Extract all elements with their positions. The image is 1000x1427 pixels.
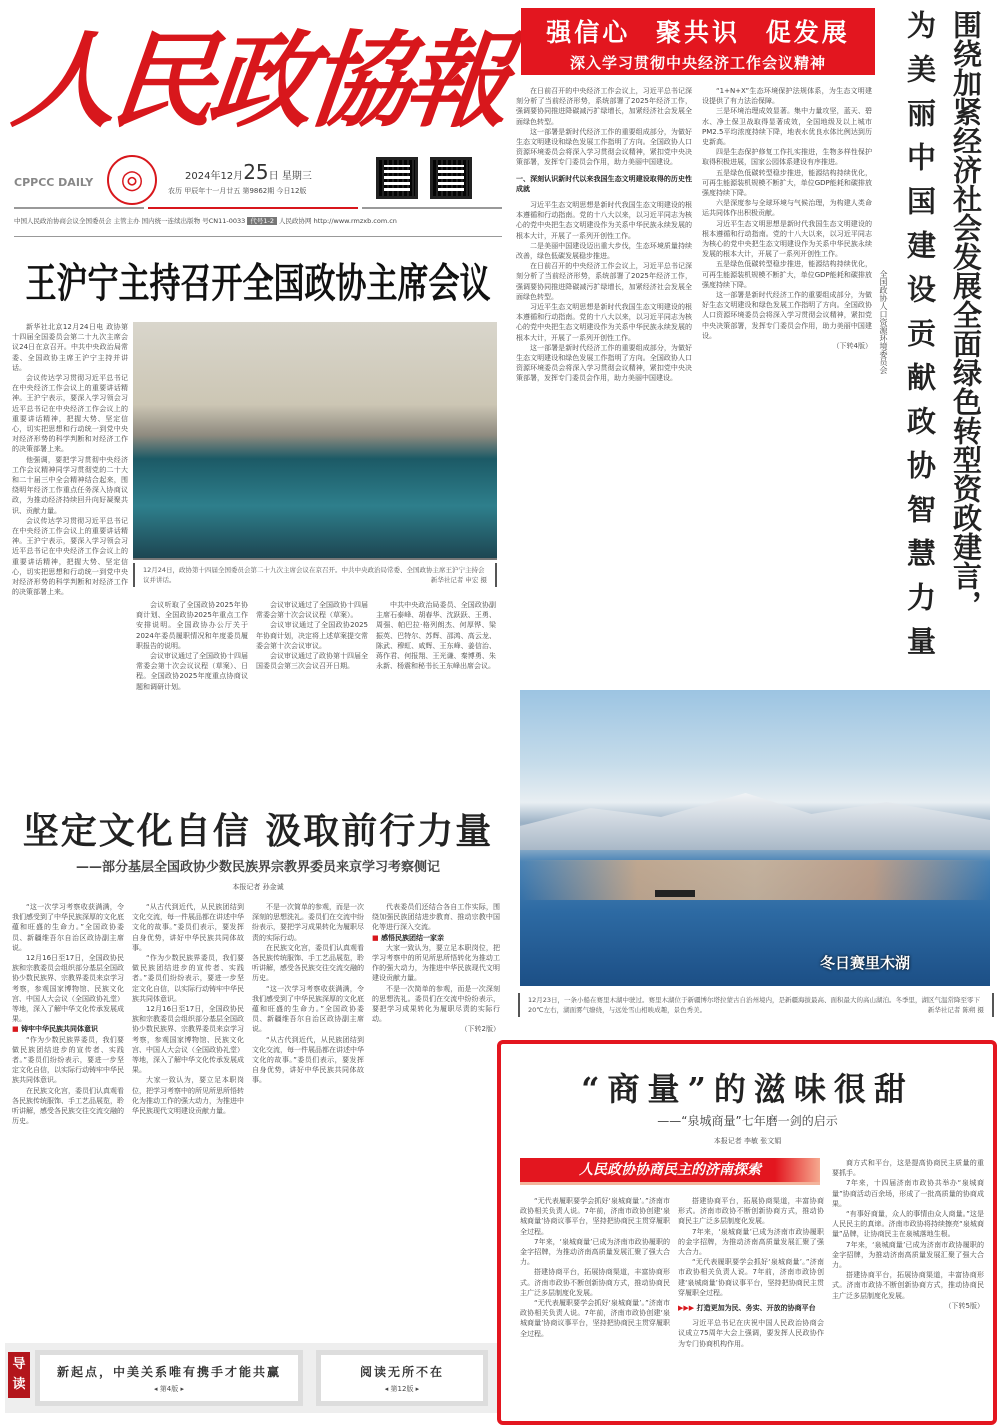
feature-column-1: [520, 1196, 670, 1418]
paragraph: 这一部署是新时代经济工作的重要组成部分，为做好生态文明建设和绿色发展工作指明了方向。全国政协人口资源环境委员会将深入学习贯彻会议精神，紧扣党中央决策部署，发挥专门委员会作用，助力美丽中国建设。: [516, 343, 692, 383]
page-number: 第12版: [390, 1385, 414, 1393]
website-text: 人民政协网 http://www.rmzxb.com.cn: [279, 217, 397, 225]
photo-credit: 新华社记者 陈朔 摄: [927, 1006, 984, 1014]
commentary-headline-2[interactable]: 为美丽中国建设贡献政协智慧力量: [903, 10, 937, 670]
feature-headline[interactable]: “商量”的滋味很甜: [581, 1070, 914, 1108]
paragraph: 会议审议通过了政协第十四届全国委员会第三次会议召开日期。: [256, 652, 368, 671]
paragraph: 7年来，十四届济南市政协共举办“泉城商量”协商活动百余场，形成了一批高质量的协商成果。: [832, 1179, 984, 1208]
feature-column-2: [678, 1196, 824, 1418]
section-heading-text: 铸牢中华民族共同体意识: [21, 1025, 99, 1034]
sayram-lake-photo[interactable]: [520, 690, 990, 986]
lake-photo-caption: [518, 993, 994, 1017]
date-day: 25: [243, 160, 269, 184]
divider: [14, 236, 502, 237]
paragraph: 这一部署是新时代经济工作的重要组成部分，为做好生态文明建设和绿色发展工作指明了方向。全国政协人口资源环境委员会将深入学习贯彻会议精神，紧扣党中央决策部署，发挥专门委员会作用，助力美丽中国建设。: [702, 291, 872, 340]
postal-code-tag: 代号1-2: [247, 217, 277, 225]
continued-note: （下转2版）: [460, 1025, 500, 1034]
divider: [14, 207, 144, 209]
paragraph: “无代表履职要学会抓好‘泉城商量’。”济南市政协相关负责人说。7年前，济南市政协创建‘泉城商量’协商议事平台，坚持把协商民主贯穿履职全过程。: [678, 1258, 824, 1297]
commentary-author: 全国政协人口资源环境委员会: [879, 270, 888, 374]
paragraph: 大家一致认为，要立足本职岗位，把学习考察中的所见所思所悟转化为推动工作的强大动力，为推进中华民族现代文明建设贡献力量。: [132, 1076, 244, 1116]
commentary-headline-1[interactable]: 围绕加紧经济社会发展全面绿色转型资政建言，: [949, 10, 983, 619]
paragraph: 12月16日至17日，全国政协民族和宗教委员会组织部分基层全国政协少数民族界、宗教界委员来京学习考察，参观国家博物馆、民族文化宫、中国人大会议（全国政协礼堂）等地，深入了解中华文化传承发展成果。: [132, 1005, 244, 1075]
lead-column-1: [12, 322, 128, 800]
paragraph: 在日前召开的中央经济工作会议上，习近平总书记深刻分析了当前经济形势，系统部署了2025年经济工作，强调要协同推进降碳减污扩绿增长，加紧经济社会发展全面绿色转型。: [516, 87, 692, 126]
paragraph: “1+N+X”生态环境保护法规体系，为生态文明建设提供了有力法治保障。: [702, 87, 872, 106]
paragraph: “作为少数民族界委员，我们要做民族团结进步的宣传者、实践者。”委员们纷纷表示，要进一步坚定文化自信，以实际行动铸牢中华民族共同体意识。: [132, 954, 244, 1003]
guide-item[interactable]: [35, 1350, 303, 1406]
feature-column-3: [832, 1158, 984, 1418]
paragraph: 商方式和平台，这是提高协商民主质量的重要抓手。: [832, 1159, 984, 1178]
guide-item[interactable]: [316, 1350, 488, 1406]
caption-text: 12月23日，一条小船在赛里木湖中驶过。赛里木湖位于新疆博尔塔拉蒙古自治州境内，是新疆海拔最高、面积最大的高山湖泊。冬季里，湖区气温常降至零下20℃左右，湖面雾气缭绕，与远处雪山相映成趣，景色秀美。: [528, 996, 981, 1014]
feature-subtitle: ——“泉城商量”七年磨一剑的启示: [657, 1114, 838, 1128]
paragraph: “有事好商量，众人的事情由众人商量。”这是人民民主的真谛。济南市政协将持续擦亮“泉城商量”品牌，让协商民主在泉城落地生根。: [832, 1210, 984, 1239]
byline: 本报记者 孙金诚: [232, 883, 284, 891]
paragraph: 这一部署是新时代经济工作的重要组成部分，为做好生态文明建设和绿色发展工作指明了方向。全国政协人口资源环境委员会将深入学习贯彻会议精神，紧扣党中央决策部署，发挥专门委员会作用，助力美丽中国建设。: [516, 127, 692, 167]
masthead-logo: 人民政協報: [7, 19, 511, 142]
divider: [148, 207, 358, 209]
date-prefix: 2024年12月: [185, 171, 244, 182]
divider: [362, 207, 502, 209]
paragraph: 搭建协商平台，拓展协商渠道，丰富协商形式。济南市政协不断创新协商方式，推动协商民主广泛多层制度化发展。: [520, 1268, 670, 1297]
paragraph: 会议传达学习贯彻习近平总书记在中央经济工作会议上的重要讲话精神。王沪宁表示，要深入学习领会习近平总书记在中央经济工作会议上的重要讲话精神，把握大势、坚定信心，切实把思想和行动统一到党中央对经济形势的科学判断和对经济工作的决策部署上来。: [12, 516, 128, 597]
paragraph: “这一次学习考察收获满满，令我们感受到了中华民族深厚的文化底蕴和旺盛的生命力。”全国政协委员、新疆维吾尔自治区政协副主席说。: [12, 903, 124, 952]
culture-column-1: [12, 902, 124, 1322]
paragraph: “这一次学习考察收获满满，令我们感受到了中华民族深厚的文化底蕴和旺盛的生命力。”全国政协委员、新疆维吾尔自治区政协副主席说。: [252, 984, 364, 1034]
lead-column-3: [256, 600, 368, 800]
section-heading: ■ 感悟民族团结一家亲: [372, 933, 445, 942]
caption-text: 12月24日，政协第十四届全国委员会第二十九次主席会议在京召开。中共中央政治局常委、全国政协主席王沪宁主持会议并讲话。: [143, 566, 485, 584]
section-heading: ▶▶▶ 打造更加为民、务实、开放的协商平台: [678, 1304, 816, 1313]
paragraph: 在民族文化宫，委员们认真观看各民族传统服饰、手工艺品展览，聆听讲解，感受各民族交往交流交融的历史。: [252, 943, 364, 983]
banner-title: 强信心 聚共识 促发展: [546, 18, 850, 47]
paragraph: “无代表履职要学会抓好‘泉城商量’。”济南市政协相关负责人说。7年前，济南市政协创建‘泉城商量’协商议事平台，坚持把协商民主贯穿履职全过程。: [520, 1197, 670, 1236]
lead-photo-caption: [133, 563, 497, 587]
section-heading-text: 感悟民族团结一家亲: [381, 933, 445, 942]
paragraph: 习近平生态文明思想是新时代我国生态文明建设的根本遵循和行动指南。党的十八大以来，以习近平同志为核心的党中央把生态文明建设作为关系中华民族永续发展的根本大计，开展了一系列开创性工作。: [516, 303, 692, 342]
paragraph: 五是绿色低碳转型稳步推进，能源结构持续优化，可再生能源装机规模不断扩大，单位GDP能耗和碳排放强度持续下降。: [702, 260, 872, 289]
publisher-text: 中国人民政治协商会议全国委员会 主管主办 国内统一连续出版物 号CN11-0033: [14, 217, 246, 225]
feature-section-bar: 人民政协协商民主的济南探索: [520, 1158, 820, 1185]
paragraph: 三是环境治理成效显著。集中力量攻坚，蓝天、碧水、净土保卫战取得显著成效，全国地级及以上城市PM2.5平均浓度持续下降，地表水优良水体比例达到历史新高。: [702, 107, 872, 147]
paragraph: “作为少数民族界委员，我们要做民族团结进步的宣传者、实践者。”委员们纷纷表示，要进一步坚定文化自信，以实际行动铸牢中华民族共同体意识。: [12, 1035, 124, 1085]
paragraph: “从古代到近代，从民族团结到文化交流，每一件展品都在讲述中华文化的故事。”委员们表示，要发挥自身优势，讲好中华民族共同体故事。: [252, 1035, 364, 1085]
cppcc-emblem-icon: ◎: [107, 155, 157, 205]
continued-note: （下转5版）: [944, 1301, 984, 1310]
culture-column-3: [252, 902, 364, 1322]
paragraph: 二是美丽中国建设迈出重大步伐，生态环境质量持续改善，绿色低碳发展稳步推进。: [516, 241, 692, 261]
continued-note: （下转4版）: [832, 342, 872, 351]
page-number: 第4版: [159, 1385, 179, 1393]
byline: 本报记者 李敏 张文娟: [713, 1137, 782, 1145]
lead-column-4: [376, 600, 496, 800]
paragraph: 搭建协商平台，拓展协商渠道，丰富协商形式。济南市政协不断创新协商方式，推动协商民主广泛多层制度化发展。: [678, 1197, 824, 1226]
issue-info: 农历 甲辰年十一月廿五 第9862期 今日12版: [168, 187, 307, 195]
paragraph: 不是一次简单的参观，而是一次深刻的思想洗礼。委员们在交流中纷纷表示，要把学习成果转化为履职尽责的实际行动。: [252, 903, 364, 942]
culture-headline[interactable]: 坚定文化自信 汲取前行力量: [22, 810, 494, 852]
paragraph: 习近平总书记在庆祝中国人民政治协商会议成立75周年大会上强调，要发挥人民政协作为专门协商机构作用。: [678, 1319, 824, 1348]
paragraph: 五是绿色低碳转型稳步推进，能源结构持续优化，可再生能源装机规模不断扩大，单位GDP能耗和碳排放强度持续下降。: [702, 168, 872, 198]
section-heading: ■ 铸牢中华民族共同体意识: [12, 1025, 99, 1034]
paragraph: 会议审议通过了全国政协十四届常委会第十次会议议程（草案）。: [256, 601, 368, 620]
paragraph: 在日前召开的中央经济工作会议上，习近平总书记深刻分析了当前经济形势，系统部署了2025年经济工作，强调要协同推进降碳减污扩绿增长，加紧经济社会发展全面绿色转型。: [516, 262, 692, 301]
culture-column-2: [132, 902, 244, 1322]
paragraph: 会议传达学习贯彻习近平总书记在中央经济工作会议上的重要讲话精神。王沪宁表示，要深入学习领会习近平总书记在中央经济工作会议上的重要讲话精神，把握大势、坚定信心，切实把思想和行动统一到党中央对经济形势的科学判断和对经济工作的决策部署上来。: [12, 374, 128, 454]
paragraph: 会议听取了全国政协2025年协商计划、全国政协2025年重点工作安排说明。全国政协办公厅关于2024年委员履职情况和年度委员履职报告的说明。: [136, 601, 248, 650]
masthead-english: CPPCC DAILY: [14, 176, 94, 189]
paragraph: 代表委员们还结合各自工作实际，围绕加强民族团结进步教育、推动宗教中国化等进行深入交流。: [372, 903, 500, 932]
guide-page: ◂ 第12版 ▸: [384, 1385, 420, 1393]
photo-credit: 新华社记者 申宏 摄: [430, 576, 487, 584]
paragraph: 六是深度参与全球环境与气候治理，为构建人类命运共同体作出积极贡献。: [702, 199, 872, 218]
publication-info: [14, 216, 502, 225]
issue-date: [185, 160, 312, 184]
guide-title: 新起点，中美关系唯有携手才能共赢: [56, 1365, 281, 1379]
paragraph: 12月16日至17日，全国政协民族和宗教委员会组织部分基层全国政协少数民族界、宗教界委员来京学习考察，参观国家博物馆、民族文化宫、中国人大会议（全国政协礼堂）等地，深入了解中华文化传承发展成果。: [12, 954, 124, 1024]
paragraph: “无代表履职要学会抓好‘泉城商量’。”济南市政协相关负责人说。7年前，济南市政协创建‘泉城商量’协商议事平台，坚持把协商民主贯穿履职全过程。: [520, 1299, 670, 1338]
paragraph: 搭建协商平台，拓展协商渠道，丰富协商形式。济南市政协不断创新协商方式，推动协商民主广泛多层制度化发展。: [832, 1271, 984, 1300]
photo-title: 冬日赛里木湖: [820, 954, 911, 972]
boat-shape: [655, 890, 695, 897]
section-heading: 一、深刻认识新时代以来我国生态文明建设取得的历史性成就: [516, 174, 692, 193]
guide-label: 导读: [8, 1352, 30, 1398]
meeting-photo[interactable]: [133, 322, 497, 560]
paragraph: 大家一致认为，要立足本职岗位，把学习考察中的所见所思所悟转化为推动工作的强大动力，为推进中华民族现代文明建设贡献力量。: [372, 943, 500, 983]
guide-page: ◂ 第4版 ▸: [154, 1385, 184, 1393]
paragraph: 习近平生态文明思想是新时代我国生态文明建设的根本遵循和行动指南。党的十八大以来，以习近平同志为核心的党中央把生态文明建设作为关系中华民族永续发展的根本大计，开展了一系列开创性工作。: [516, 201, 692, 240]
paragraph: 不是一次简单的参观，而是一次深刻的思想洗礼。委员们在交流中纷纷表示，要把学习成果转化为履职尽责的实际行动。: [372, 984, 500, 1024]
paragraph: 新华社北京12月24日电 政协第十四届全国委员会第二十九次主席会议24日在京召开。中共中央政治局常委、全国政协主席王沪宁主持并讲话。: [12, 323, 128, 372]
section-heading-text: 打造更加为民、务实、开放的协商平台: [696, 1304, 816, 1313]
paragraph: 中共中央政治局委员、全国政协副主席石泰峰、胡春华、沈跃跃、王勇、周强、帕巴拉·格列朗杰、何厚铧、梁振英、巴特尔、苏辉、邵鸿、高云龙、陈武、穆虹、咸辉、王东峰、姜信治、蒋作君、何报翔、王光谦、秦博勇、朱永新、杨震和秘书长王东峰出席会议。: [376, 601, 496, 671]
banner-subtitle: 深入学习贯彻中央经济工作会议精神: [569, 54, 826, 72]
paragraph: 他强调，要把学习贯彻中央经济工作会议精神同学习贯彻党的二十大和二十届三中全会精神结合起来，围绕明年经济工作重点任务深入协商议政，为推动经济持续回升向好凝聚共识、贡献力量。: [12, 455, 128, 515]
date-suffix: 日 星期三: [268, 171, 312, 182]
culture-column-4: [372, 902, 500, 1322]
right-column-2: [702, 86, 872, 670]
qr-code-icon[interactable]: [376, 157, 418, 199]
paragraph: “从古代到近代，从民族团结到文化交流，每一件展品都在讲述中华文化的故事。”委员们表示，要发挥自身优势，讲好中华民族共同体故事。: [132, 903, 244, 952]
paragraph: 7年来，‘泉城商量’已成为济南市政协履职的金字招牌，为推动济南高质量发展汇聚了强大合力。: [520, 1237, 670, 1267]
guide-title: 阅读无所不在: [359, 1365, 444, 1379]
paragraph: 在民族文化宫，委员们认真观看各民族传统服饰、手工艺品展览，聆听讲解，感受各民族交往交流交融的历史。: [12, 1086, 124, 1126]
paragraph: 会议审议通过了全国政协2025年协商计划，决定将上述草案提交常委会第十次会议审议。: [256, 621, 368, 650]
lead-headline[interactable]: 王沪宁主持召开全国政协主席会议: [25, 260, 491, 308]
lead-column-2: [136, 600, 248, 800]
culture-subtitle: ——部分基层全国政协少数民族界宗教界委员来京学习考察侧记: [75, 860, 440, 875]
economic-conference-banner: [521, 8, 875, 75]
paragraph: 四是生态保护修复工作扎实推进，生物多样性保护取得积极进展，国家公园体系建设有序推进。: [702, 148, 872, 167]
paragraph: 会议审议通过了全国政协十四届常委会第十次会议议程（草案）、日程。全国政协2025年度重点协商议题和调研计划。: [136, 652, 248, 691]
paragraph: 7年来，‘泉城商量’已成为济南市政协履职的金字招牌，为推动济南高质量发展汇聚了强大合力。: [832, 1240, 984, 1270]
mountain-shape: [520, 790, 990, 850]
qr-code-icon[interactable]: [430, 157, 472, 199]
paragraph: 习近平生态文明思想是新时代我国生态文明建设的根本遵循和行动指南。党的十八大以来，以习近平同志为核心的党中央把生态文明建设作为关系中华民族永续发展的根本大计，开展了一系列开创性工作。: [702, 219, 872, 259]
paragraph: 7年来，‘泉城商量’已成为济南市政协履职的金字招牌，为推动济南高质量发展汇聚了强大合力。: [678, 1227, 824, 1257]
sunrise-glow: [520, 860, 990, 900]
right-column-1: [516, 86, 692, 670]
